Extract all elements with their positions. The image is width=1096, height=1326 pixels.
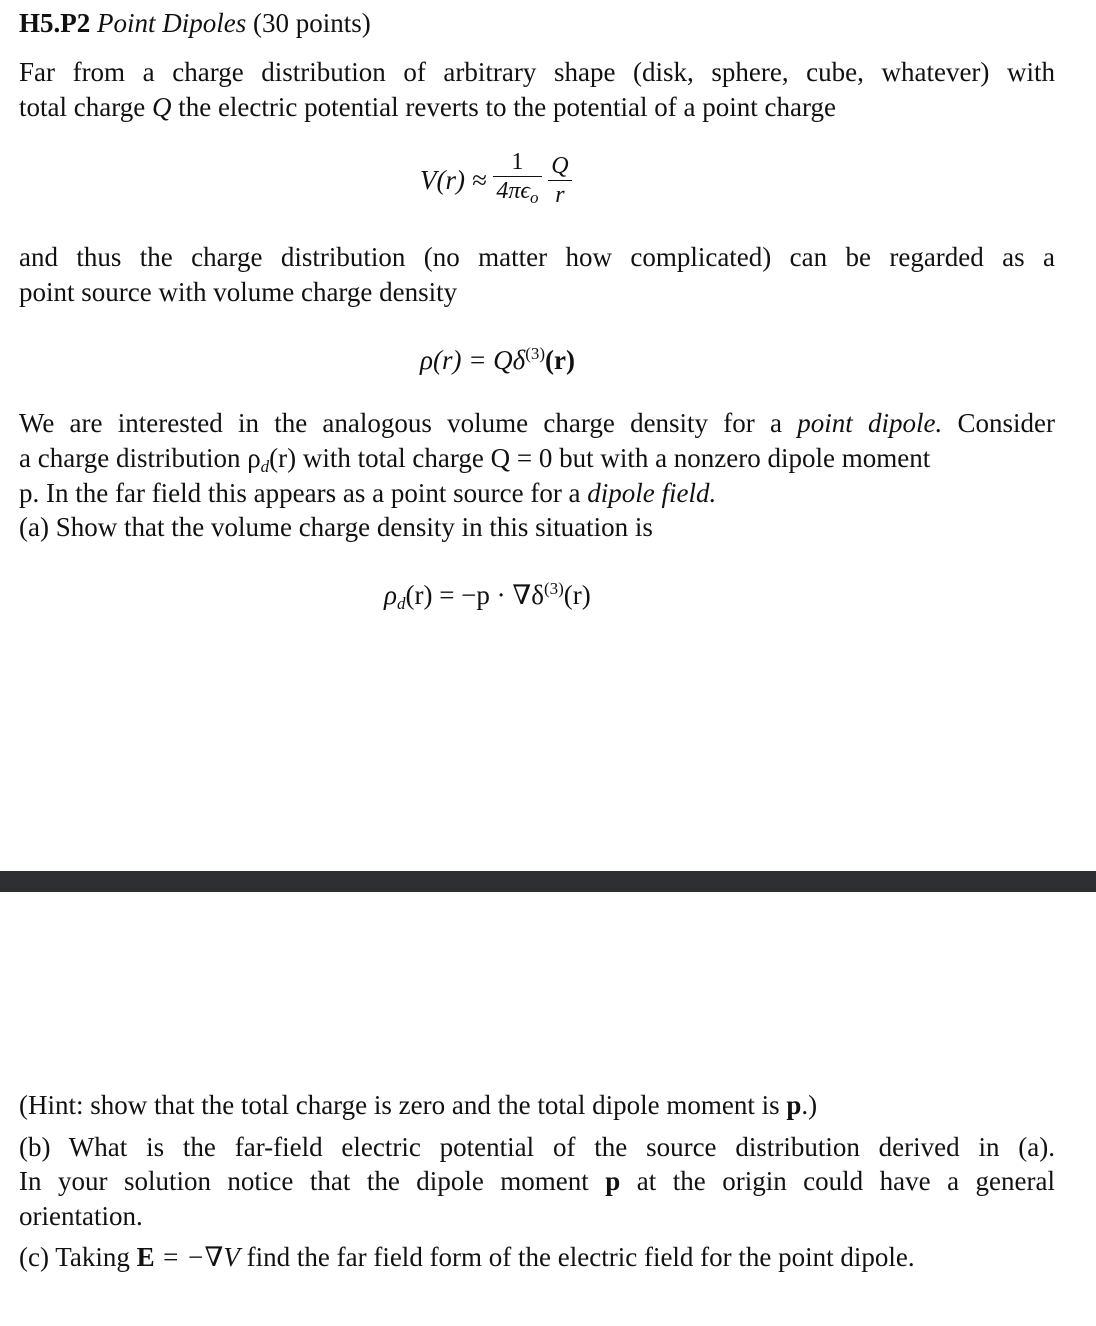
problem-title — [19, 6, 371, 40]
para3-l1-post: Consider — [957, 408, 1055, 438]
part-b-l2-post: at the origin could have a general — [636, 1166, 1056, 1196]
equation-dipole-density — [384, 572, 591, 621]
para3-l3-pre: p. In the far field this appears as a point source for a — [19, 478, 581, 508]
eq1-den-1-sub: o — [530, 188, 539, 207]
part-c-post: find the far field form of the electric field for the point dipole. — [246, 1242, 915, 1272]
intro-line-1: Far from a charge distribution of arbitrary shape (disk, sphere, cube, whatever) with — [19, 57, 1055, 87]
hint-bold: p — [786, 1090, 802, 1120]
eq1-fraction-1 — [493, 148, 541, 212]
page-divider — [0, 871, 1096, 892]
eq1-fraction-2 — [548, 152, 571, 209]
para3-l2-post: (r) with total charge Q = 0 but with a nonzero dipole moment — [269, 443, 931, 473]
eq1-num-2: Q — [548, 152, 571, 181]
part-b-line-2 — [19, 1164, 1055, 1198]
part-b-l2-bold: p — [605, 1166, 621, 1196]
para3-l3-italic: dipole field. — [587, 478, 717, 508]
intro-var-q: Q — [151, 92, 172, 122]
problem-points: (30 points) — [253, 8, 371, 38]
part-c-bold: E — [136, 1242, 155, 1272]
hint-pre: (Hint: show that the total charge is zero and the total dipole moment is — [19, 1090, 780, 1120]
problem-name: Point Dipoles — [97, 8, 247, 38]
eq3-mid: (r) = −p · ∇δ — [405, 580, 544, 610]
eq2-lhs: ρ(r) = Qδ — [420, 345, 526, 375]
para3-line-1 — [19, 406, 1055, 440]
para2-line-2: point source with volume charge density — [19, 277, 458, 307]
para3-l1-italic: point dipole. — [797, 408, 943, 438]
eq3-rhs: (r) — [563, 580, 591, 610]
problem-code: H5.P2 — [19, 8, 91, 38]
part-b-line-1: (b) What is the far-field electric potential of the source distribution derived in (a). — [19, 1132, 1055, 1162]
eq2-rhs: (r) — [545, 345, 576, 375]
equation-charge-density — [420, 337, 575, 377]
intro-line-2 — [19, 90, 836, 124]
part-a-prompt: (a) Show that the volume charge density in this situation is — [19, 512, 653, 542]
eq1-den-1 — [493, 177, 541, 212]
eq1-num-1: 1 — [493, 148, 541, 177]
eq3-sup: (3) — [543, 579, 564, 598]
hint-line — [19, 1088, 817, 1122]
eq3-lhs-sub: d — [396, 594, 406, 613]
eq1-den-2: r — [555, 181, 565, 208]
para3-l1-pre: We are interested in the analogous volume charge density for a — [19, 408, 783, 438]
eq1-den-1-main: 4πϵ — [496, 178, 531, 204]
intro-line-2-pre: total charge — [19, 92, 146, 122]
part-b-line-3: orientation. — [19, 1201, 143, 1231]
para3-line-3 — [19, 476, 716, 510]
part-c-pre: (c) Taking — [19, 1242, 130, 1272]
hint-post: .) — [801, 1090, 818, 1120]
intro-line-2-post: the electric potential reverts to the potential of a point charge — [178, 92, 836, 122]
eq1-lhs: V(r) ≈ — [420, 165, 487, 195]
eq2-sup: (3) — [525, 344, 546, 363]
part-b-l2-pre: In your solution notice that the dipole moment — [19, 1166, 589, 1196]
para3-l2-sub: d — [260, 457, 270, 476]
equation-point-potential — [420, 148, 572, 212]
part-c-mid: = −∇V — [161, 1242, 240, 1272]
para3-l2: a charge distribution ρ — [19, 443, 261, 473]
eq3-lhs: ρ — [384, 580, 397, 610]
part-c-line — [19, 1240, 915, 1274]
para2-line-1: and thus the charge distribution (no matter how complicated) can be regarded as a — [19, 242, 1055, 272]
